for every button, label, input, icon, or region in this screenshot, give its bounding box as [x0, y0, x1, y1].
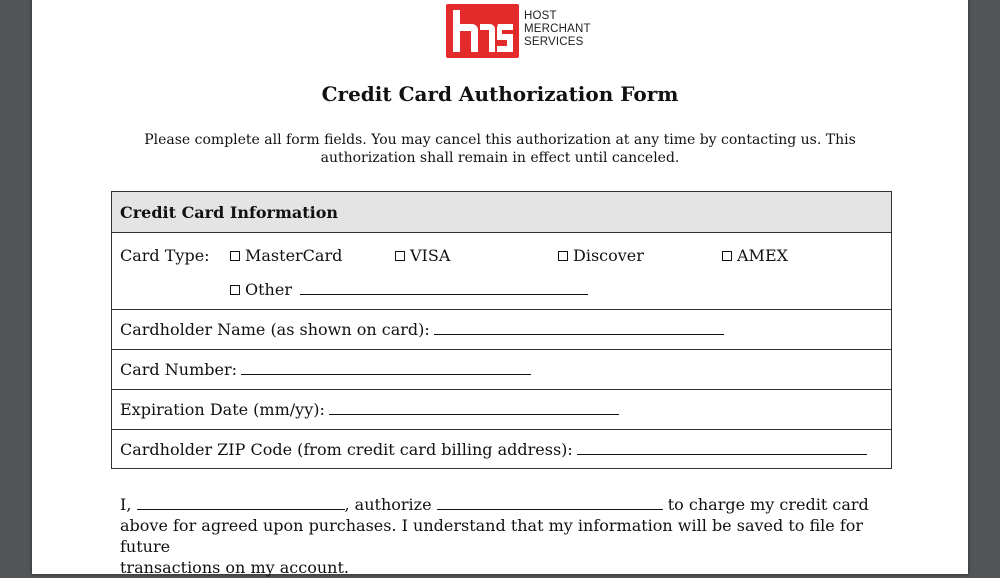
- option-label: AMEX: [737, 246, 789, 265]
- auth-text-end: to charge my credit card: [667, 495, 869, 514]
- auth-text-start: I,: [120, 495, 132, 514]
- logo-line-services: SERVICES: [524, 36, 584, 48]
- checkbox-icon[interactable]: [395, 251, 405, 261]
- company-blank[interactable]: [437, 495, 663, 510]
- zip-code-label: Cardholder ZIP Code (from credit card billing address):: [120, 440, 573, 459]
- checkbox-icon[interactable]: [230, 251, 240, 261]
- option-discover[interactable]: [558, 246, 644, 265]
- cardholder-name-field: [120, 320, 724, 339]
- card-number-blank[interactable]: [241, 360, 531, 375]
- instructions-line-2: authorization shall remain in effect until canceled.: [320, 150, 680, 166]
- instructions-line-1: Please complete all form fields. You may cancel this authorization at any time by contacting us. This: [144, 132, 856, 148]
- card-number-field: [120, 360, 531, 379]
- logo-line-merchant: MERCHANT: [524, 23, 591, 35]
- auth-text-mid: , authorize: [344, 495, 432, 514]
- authorization-paragraph: [120, 494, 900, 578]
- form-title: Credit Card Authorization Form: [321, 82, 679, 106]
- option-amex[interactable]: [722, 246, 788, 265]
- option-label: VISA: [410, 246, 451, 265]
- card-type-row: [112, 233, 891, 310]
- option-visa[interactable]: [395, 246, 450, 265]
- checkbox-icon[interactable]: [558, 251, 568, 261]
- checkbox-icon[interactable]: [230, 285, 240, 295]
- authorization-line-3: transactions on my account.: [120, 558, 349, 577]
- name-blank[interactable]: [137, 495, 345, 510]
- expiration-label: Expiration Date (mm/yy):: [120, 400, 325, 419]
- cardholder-name-row: [112, 310, 891, 350]
- card-number-row: [112, 350, 891, 390]
- option-label: Other: [245, 280, 292, 299]
- card-number-label: Card Number:: [120, 360, 237, 379]
- cardholder-name-blank[interactable]: [434, 320, 724, 335]
- logo-line-host: HOST: [524, 10, 557, 22]
- hms-logo: [446, 4, 596, 58]
- expiration-row: [112, 390, 891, 430]
- logo-wordmark: [524, 10, 591, 49]
- table-header-row: [112, 192, 891, 233]
- option-label: MasterCard: [245, 246, 343, 265]
- checkbox-icon[interactable]: [722, 251, 732, 261]
- table-header: Credit Card Information: [120, 203, 339, 222]
- form-instructions: [142, 131, 858, 167]
- option-label: Discover: [573, 246, 644, 265]
- authorization-line-1: [120, 494, 900, 515]
- expiration-field: [120, 400, 619, 419]
- expiration-blank[interactable]: [329, 400, 619, 415]
- option-mastercard[interactable]: [230, 246, 342, 265]
- authorization-line-2: above for agreed upon purchases. I understand that my information will be saved to file for future: [120, 516, 864, 556]
- cardholder-name-label: Cardholder Name (as shown on card):: [120, 320, 430, 339]
- logo-mark: [446, 4, 519, 58]
- zip-code-row: [112, 430, 891, 468]
- credit-card-info-table: [111, 191, 892, 469]
- card-type-label: Card Type:: [120, 246, 210, 265]
- option-other[interactable]: [230, 280, 588, 299]
- document-page: [32, 0, 968, 577]
- zip-code-field: [120, 440, 867, 459]
- other-card-blank[interactable]: [300, 280, 588, 295]
- zip-code-blank[interactable]: [577, 440, 867, 455]
